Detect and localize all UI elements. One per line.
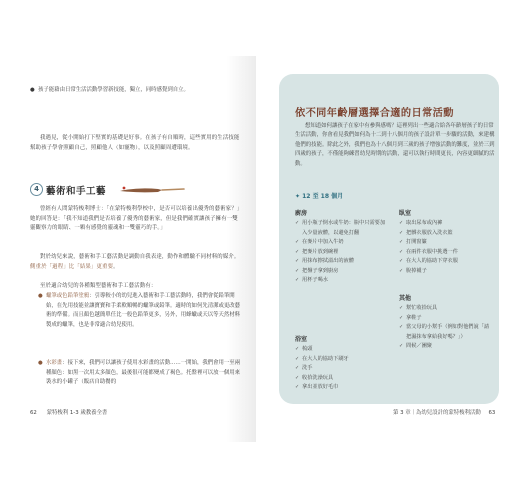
- bedroom-heading: 臥室: [399, 210, 412, 217]
- kitchen-list: [295, 219, 387, 286]
- intro-bullet: [30, 86, 235, 96]
- age-range-label: [295, 191, 343, 200]
- bullet-icon: ●: [38, 360, 43, 366]
- book-title: 蒙特梭利 1-3 歲教養全書: [46, 410, 108, 416]
- section-number-badge: 4: [30, 183, 43, 196]
- watercolor-bullet: [38, 359, 243, 388]
- list-item: ✓ 用抹布擦拭溢出的液體: [295, 257, 387, 267]
- list-item: ✓ 收拾洗澡玩具: [295, 374, 387, 384]
- chapter-title: 第 3 章｜為幼兒設計的蒙特梭利活動: [393, 410, 481, 416]
- activity-panel: [279, 74, 499, 404]
- bathroom-heading: 浴室: [295, 336, 308, 343]
- bullet-icon: ●: [30, 87, 35, 93]
- list-item: ✓ 在兩件衣服中挑選一件: [399, 248, 491, 258]
- page-number: 63: [488, 410, 496, 416]
- paragraph-4-end: 。: [113, 263, 119, 270]
- list-item: ✓ 拿鞋子: [399, 314, 491, 324]
- paragraph-4: [30, 253, 242, 272]
- kitchen-heading: 廚房: [295, 210, 308, 217]
- list-item: ✓ 在大人的協助下刷牙: [295, 355, 387, 365]
- paragraph-4-text: 對於幼兒來說，藝術和手工藝活動是調動自我表達，動作和體驗不同材料的媒介。: [40, 254, 240, 260]
- paintbrush-icon: [118, 186, 188, 194]
- left-page: [8, 56, 256, 442]
- list-item: ✓ 洗手: [295, 364, 387, 374]
- bullet-1-label: 蠟筆或色鉛筆塗鴉: [46, 293, 90, 299]
- bathroom-list: [295, 345, 387, 393]
- bedroom-list: [399, 219, 491, 276]
- section-title: 藝術和手工藝: [46, 186, 107, 197]
- bullet-1-text: ：引導較小的幼兒進入藝術和手工藝活動時，我們會從鉛筆開始，在先用技能並讓寶寶和手柔軟順暢的蠟筆或鉛筆。適時的如何先清潔或更改藝術的準備。而且顏色越簡單任比一般色鉛筆更多，另外，用蜂蠟或天以等天然材料製成的蠟筆，也是非常適合幼兒使用。: [46, 293, 241, 328]
- paragraph-4-emphasis: 側重於「過程」比「結果」更重要: [30, 263, 114, 270]
- paragraph-3: 曾經有人問蒙特梭利博士：「在蒙特梭利學校中，是否可以培養出優秀的藝術家？」她的回答是：「我不知道我們是否培養了優秀的藝術家，但是我們確實讓孩子擁有一雙靈觀察力的眼睛、一顆有感覺的靈魂和一雙靈巧的手。」: [30, 206, 240, 232]
- bullet-icon: ●: [38, 293, 43, 299]
- bullet-2: [46, 359, 243, 388]
- list-item: ✓ 用杯子喝水: [295, 276, 387, 286]
- right-footer: [393, 408, 495, 416]
- paragraph-1: 孩子能藉由日常生活活動學習新技能，獨立，同時感覺到自立。: [38, 87, 189, 93]
- list-item: ✓ 用小瓶子倒水或牛奶：瓶中只需要加入少量液體，以避免打翻: [295, 219, 387, 238]
- crayon-bullet: [38, 292, 243, 330]
- list-item: ✓ 把麥片放到碗裡: [295, 248, 387, 258]
- right-page: [259, 56, 515, 442]
- bullet-2-label: 水彩畫: [46, 360, 63, 366]
- list-item: ✓ 在大人的協助下穿衣服: [399, 257, 491, 267]
- list-item: ✓ 梳頭: [295, 345, 387, 355]
- list-item: ✓ 當父母的小幫手（例如對他們說「請把濕抹布拿給我好嗎？」）: [399, 323, 491, 342]
- list-item: ✓ 問候／團聚: [399, 342, 491, 352]
- panel-title: 依不同年齡層選擇合適的日常活動: [295, 108, 454, 119]
- paragraph-5: 至於適合幼兒的各種類型藝術和手工藝活動有：: [40, 283, 157, 289]
- bullet-1: [46, 292, 243, 330]
- list-item: ✓ 打開窗簾: [399, 238, 491, 248]
- left-footer: [30, 408, 107, 416]
- list-item: ✓ 拿出並放好毛巾: [295, 383, 387, 393]
- sparkle-icon: ✦: [295, 193, 303, 200]
- other-heading: 其他: [399, 295, 412, 302]
- paragraph-2: 我遇見，從小開始打下堅實的基礎是好事。在孩子有自順時，這些實用的生活技能幫助孩子學會照顧自己，照顧他人（如寵物），以及照顧周遭環境。: [30, 135, 240, 151]
- list-item: ✓ 把盤子拿到廚房: [295, 267, 387, 277]
- bullet-2-text: ：接下來，我們可以讓孩子使用水彩畫的活動……一開始，我們會用一至兩種顏色：如黑一次用太多顏色，最後很可能都變成了褐色。托盤裡可以放一個用來裝水的小罐子（飯店自助餐的: [46, 360, 241, 386]
- list-item: ✓ 脫掉襪子: [399, 267, 491, 277]
- list-item: ✓ 把髒衣服放入洗衣籃: [399, 229, 491, 239]
- list-item: ✓ 取出尿布或內褲: [399, 219, 491, 229]
- other-list: [399, 304, 491, 352]
- list-item: ✓ 在麥片中加入牛奶: [295, 238, 387, 248]
- list-item: ✓ 幫忙收拾玩具: [399, 304, 491, 314]
- age-range-text: 12 至 18 個月: [302, 193, 344, 200]
- panel-intro: 想知道如何讓孩子在家中有參與感嗎？這裡列出一些適合給各年齡層孩子的日常生活活動，你會看見我們如何為十二到十八個月的孩子設計單一步驟的活動，來建構他們的技能。除此之外，我們也為十八個月到三歲的孩子增強活動的難度，並於三到四歲的孩子，不僅能夠練習幼兒時期的活動，還可以執行時間更長，內容更細膩的活動。: [295, 123, 495, 167]
- page-number: 62: [30, 410, 37, 416]
